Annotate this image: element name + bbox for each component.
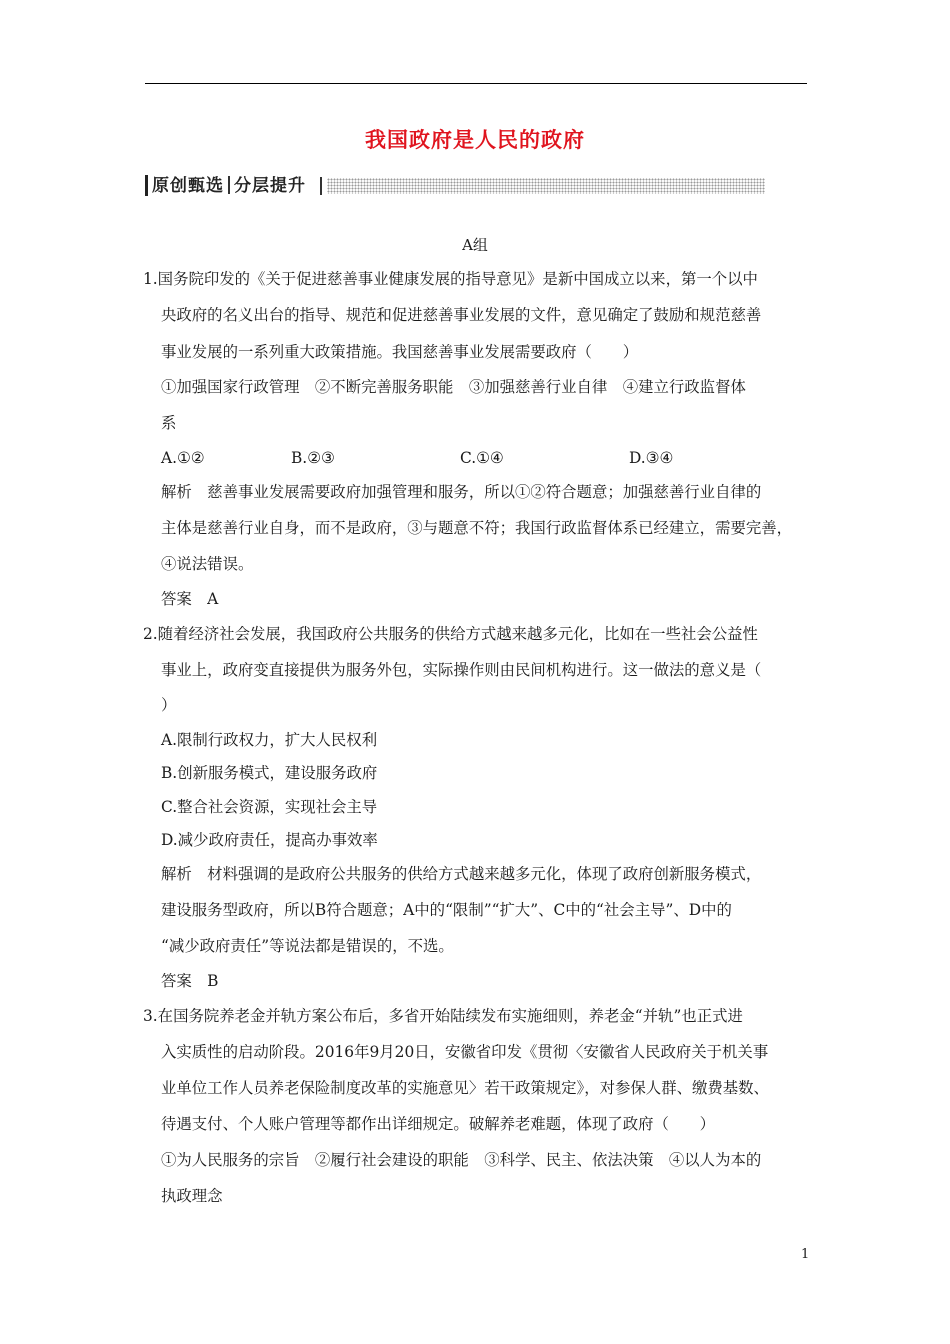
- q2-line: 2.随着经济社会发展，我国政府公共服务的供给方式越来越多元化，比如在一些社会公益性: [143, 625, 758, 643]
- q1-line: 系: [161, 414, 177, 432]
- q1-option-a: A.①②: [161, 449, 205, 467]
- q1-option-c: C.①④: [460, 449, 504, 467]
- banner-end-mark: [320, 177, 322, 195]
- document-title: 我国政府是人民的政府: [365, 127, 585, 152]
- banner-bar: [145, 175, 148, 196]
- q2-option-d: D.减少政府责任，提高办事效率: [161, 831, 378, 849]
- q2-analysis-line: 建设服务型政府，所以B符合题意；A中的“限制”“扩大”、C中的“社会主导”、D中的: [161, 901, 732, 919]
- q1-option-b: B.②③: [291, 449, 335, 467]
- q1-line: 央政府的名义出台的指导、规范和促进慈善事业发展的文件，意见确定了鼓励和规范慈善: [161, 306, 762, 324]
- banner-right-label: 分层提升: [234, 176, 306, 196]
- q1-analysis-line: 主体是慈善行业自身，而不是政府，③与题意不符；我国行政监督体系已经建立，需要完善，: [161, 519, 793, 537]
- q1-analysis-line: 解析 慈善事业发展需要政府加强管理和服务，所以①②符合题意；加强慈善行业自律的: [161, 483, 762, 501]
- q2-option-c: C.整合社会资源，实现社会主导: [161, 798, 378, 816]
- q1-option-d: D.③④: [629, 449, 674, 467]
- q1-line: 1.国务院印发的《关于促进慈善事业健康发展的指导意见》是新中国成立以来，第一个以中: [143, 270, 758, 288]
- q2-option-b: B.创新服务模式，建设服务政府: [161, 764, 378, 782]
- page-number: 1: [801, 1247, 810, 1262]
- section-banner: [145, 174, 765, 198]
- q1-answer: 答案 A: [161, 590, 219, 608]
- group-label: A组: [462, 236, 488, 254]
- q1-line: ①加强国家行政管理 ②不断完善服务职能 ③加强慈善行业自律 ④建立行政监督体: [161, 378, 746, 396]
- q3-line: 入实质性的启动阶段。2016年9月20日，安徽省印发《贯彻〈安徽省人民政府关于机关事: [161, 1043, 769, 1061]
- q3-line: 执政理念: [161, 1187, 223, 1205]
- q1-analysis-line: ④说法错误。: [161, 555, 254, 573]
- q2-line: ）: [161, 696, 177, 714]
- banner-separator: [228, 176, 230, 194]
- header-rule: [145, 83, 807, 84]
- banner-dot-pattern: [327, 178, 765, 194]
- q2-option-a: A.限制行政权力，扩大人民权利: [161, 731, 378, 749]
- banner-left-label: 原创甄选: [152, 176, 224, 196]
- banner-text: [152, 174, 306, 198]
- q3-line: 3.在国务院养老金并轨方案公布后，多省开始陆续发布实施细则，养老金“并轨”也正式进: [143, 1007, 743, 1025]
- q2-analysis-line: 解析 材料强调的是政府公共服务的供给方式越来越多元化，体现了政府创新服务模式，: [161, 865, 762, 883]
- q3-line: ①为人民服务的宗旨 ②履行社会建设的职能 ③科学、民主、依法决策 ④以人为本的: [161, 1151, 762, 1169]
- q3-line: 业单位工作人员养老保险制度改革的实施意见〉若干政策规定》，对参保人群、缴费基数、: [161, 1079, 769, 1097]
- q3-line: 待遇支付、个人账户管理等都作出详细规定。破解养老难题，体现了政府（ ）: [161, 1115, 716, 1133]
- q2-answer: 答案 B: [161, 972, 219, 990]
- q2-line: 事业上，政府变直接提供为服务外包，实际操作则由民间机构进行。这一做法的意义是（: [161, 661, 762, 679]
- q1-line: 事业发展的一系列重大政策措施。我国慈善事业发展需要政府（ ）: [161, 343, 639, 361]
- q2-analysis-line: “减少政府责任”等说法都是错误的，不选。: [161, 937, 454, 955]
